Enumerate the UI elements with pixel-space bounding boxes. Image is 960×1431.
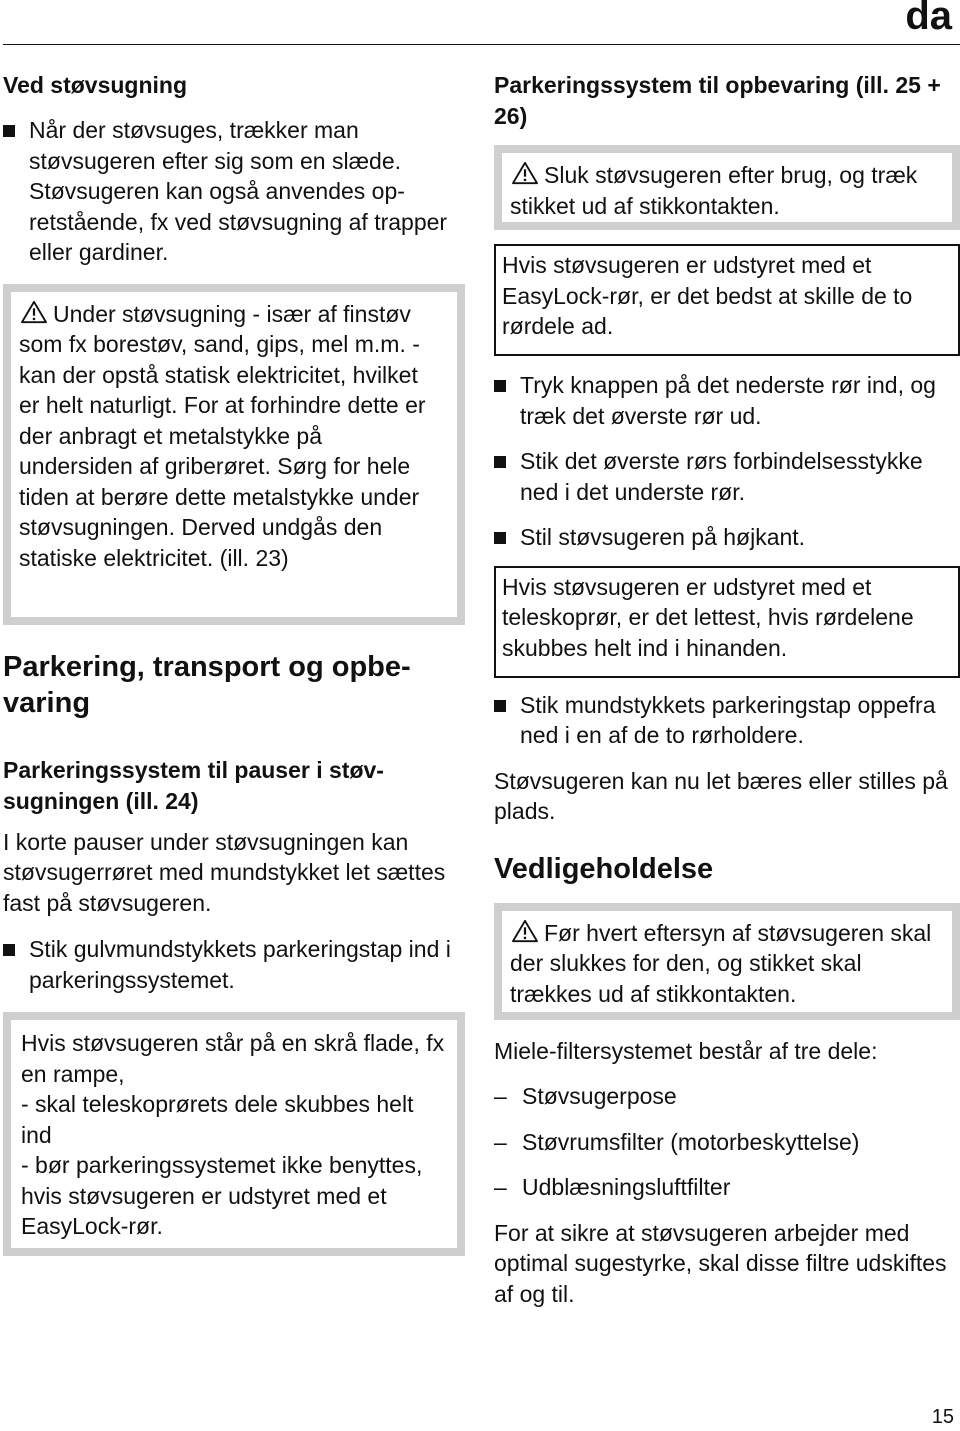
note-box-telescopic: Hvis støvsugeren er udstyret med et teleskoprør, er det lettest, hvis rørdelene skubbes helt ind i hinanden. bbox=[494, 566, 960, 678]
note-line: - bør parkeringssystemet ikke benyttes, hvis støvsugeren er udstyret med et EasyLock-rør. bbox=[21, 1152, 423, 1239]
bullet-square-icon bbox=[494, 456, 506, 468]
bullet-text: Stik det øverste rørs forbindelsesstykke ned i det underste rør. bbox=[520, 448, 923, 505]
bullet-text: Stik mundstykkets parkeringstap oppefra ned i en af de to rørholdere. bbox=[520, 691, 936, 748]
header-rule bbox=[3, 44, 960, 45]
paragraph-filter-replace: For at sikre at støvsugeren arbejder med optimal sugestyrke, skal disse filtre udskiftes af og til. bbox=[494, 1219, 947, 1307]
paragraph-pause: I korte pauser under støvsugningen kan støvsugerrøret med mundstykket let sættes fast på støvsugeren. bbox=[3, 828, 446, 916]
page-number: 15 bbox=[931, 1406, 954, 1428]
note-line: Hvis støvsugeren står på en skrå flade, fx en rampe, bbox=[21, 1030, 445, 1087]
heading-vacuuming: Ved støvsugning bbox=[3, 72, 188, 98]
warning-text: Før hvert eftersyn af støvsugeren skal der slukkes for den, og stikket skal trækkes ud af stikkontakten. bbox=[510, 919, 932, 1007]
note-box-easylock: Hvis støvsugeren er udstyret med et EasyLock-rør, er det bedst at skille de to rørdele ad. bbox=[494, 244, 960, 356]
heading-maintenance: Vedligeholdelse bbox=[494, 852, 714, 885]
bullet-vacuuming bbox=[3, 115, 465, 268]
filter-list-item bbox=[494, 1127, 960, 1158]
bullet-text: Stik gulvmundstykkets parkeringstap ind i parkeringssystemet. bbox=[29, 936, 451, 993]
bullet-square-icon bbox=[494, 700, 506, 712]
warning-box-maintenance bbox=[494, 903, 960, 1020]
warning-text: Under støvsugning - især af finstøv som fx borestøv, sand, gips, mel m.m. - kan der opstå statisk elektricitet, hvilket er helt naturligt. For at forhindre dette er der anbragt et metalstykke på undersiden af griberøret. Sørg for hele tiden at berøre dette metalstykke under støvsugningen. Derved undgås den statiske elektricitet. (ill. 23) bbox=[19, 300, 426, 571]
warning-box-static bbox=[3, 284, 465, 625]
bullet-insert-tube bbox=[494, 446, 960, 507]
warning-triangle-icon bbox=[19, 300, 49, 324]
heading-storage: Parkeringssystem til opbevaring (ill. 25 + 26) bbox=[494, 72, 941, 129]
bullet-square-icon bbox=[494, 532, 506, 544]
note-box-slope bbox=[3, 1012, 465, 1256]
bullet-square-icon bbox=[3, 125, 15, 137]
heading-pause-parking: Parkeringssystem til pauser i støvsugningen (ill. 24) bbox=[3, 756, 384, 814]
dash-icon: – bbox=[494, 1174, 507, 1200]
bullet-text: Stil støvsugeren på højkant. bbox=[520, 524, 806, 550]
paragraph-filter-intro: Miele-filtersystemet består af tre dele: bbox=[494, 1037, 878, 1064]
filter-list bbox=[494, 1081, 960, 1203]
warning-triangle-icon bbox=[510, 161, 540, 185]
dash-icon: – bbox=[494, 1083, 507, 1109]
bullet-upright bbox=[494, 522, 960, 553]
warning-text: Sluk støvsugeren efter brug, og træk stikket ud af stikkontakten. bbox=[510, 162, 918, 219]
bullet-press-button bbox=[494, 370, 960, 431]
page-language-label: da bbox=[905, 0, 952, 38]
filter-list-item bbox=[494, 1081, 960, 1112]
paragraph-carry: Støvsugeren kan nu let bæres eller stilles på plads. bbox=[494, 767, 948, 824]
dash-icon: – bbox=[494, 1128, 507, 1155]
warning-box-unplug bbox=[494, 145, 960, 230]
bullet-square-icon bbox=[3, 944, 15, 956]
note-line: - skal teleskoprørets dele skubbes helt ind bbox=[21, 1091, 414, 1148]
filter-list-item bbox=[494, 1172, 960, 1203]
bullet-nozzle bbox=[494, 690, 960, 751]
right-column bbox=[494, 70, 960, 1309]
bullet-square-icon bbox=[494, 380, 506, 392]
heading-parking: Parkering, transport og opbevaring bbox=[3, 650, 411, 719]
filter-item-text: Støvrumsfilter (motorbeskyttelse) bbox=[522, 1128, 860, 1155]
bullet-pause bbox=[3, 934, 465, 995]
bullet-text: Når der støvsuges, trækker man støvsugeren efter sig som en slæde. Støvsugeren kan også anvendes opretstående, fx ved støvsugning af trapper eller gardiner. bbox=[29, 117, 448, 265]
filter-item-text: Støvsugerpose bbox=[522, 1083, 677, 1109]
left-column bbox=[3, 70, 465, 1256]
filter-item-text: Udblæsningsluftfilter bbox=[522, 1174, 731, 1200]
warning-triangle-icon bbox=[510, 919, 540, 943]
bullet-text: Tryk knappen på det nederste rør ind, og træk det øverste rør ud. bbox=[520, 372, 936, 429]
